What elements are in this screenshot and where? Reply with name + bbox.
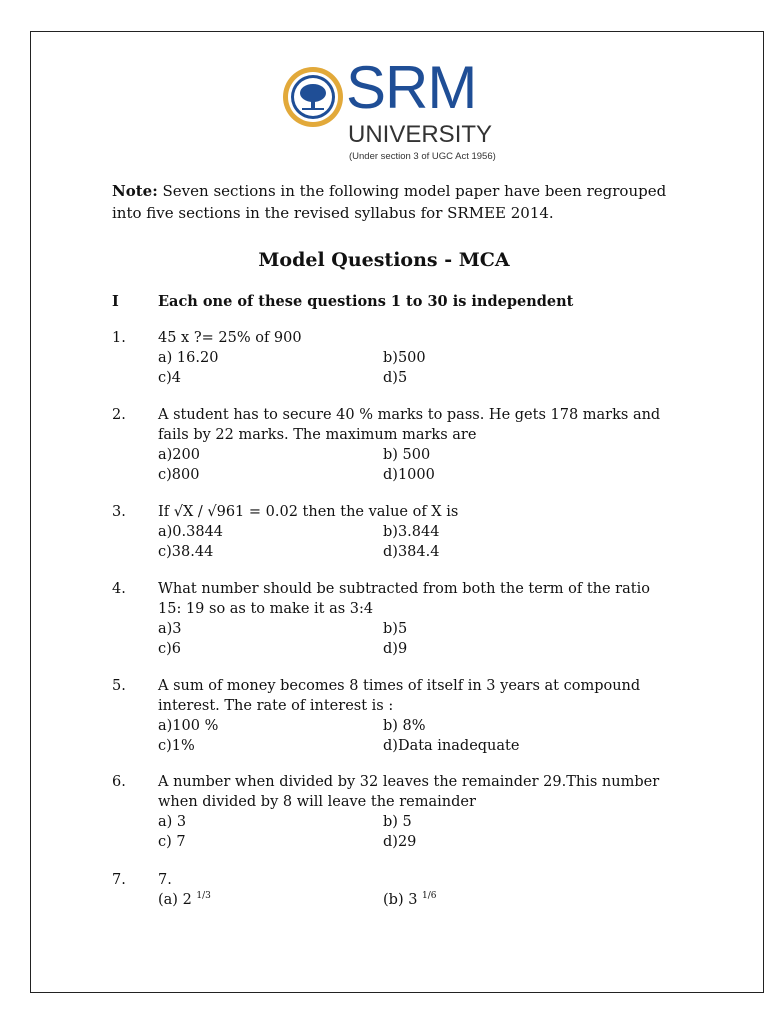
question-number: 2.: [112, 407, 126, 423]
option-a: a)3: [158, 621, 182, 637]
question-number: 6.: [112, 774, 126, 790]
question-options: [158, 445, 668, 485]
question-number: 3.: [112, 504, 126, 520]
question-text: A sum of money becomes 8 times of itself in 3 years at compound interest. The rate of interest is :: [158, 678, 641, 714]
option-b: b)3.844: [383, 524, 440, 540]
page-title: Model Questions - MCA: [258, 249, 510, 271]
question-text: A student has to secure 40 % marks to pass. He gets 178 marks and fails by 22 marks. The maximum marks are: [158, 407, 661, 443]
question-options: [158, 716, 668, 756]
option-a: a) 3: [158, 814, 187, 830]
option-b-prefix: (b) 3: [383, 892, 423, 908]
option-c: c)4: [158, 370, 182, 386]
question-text: A number when divided by 32 leaves the remainder 29.This number when divided by 8 will leave the remainder: [158, 774, 660, 810]
option-d: d)9: [383, 641, 408, 657]
question-number: 1.: [112, 330, 126, 346]
option-c: c) 7: [158, 834, 186, 850]
question-options: [158, 348, 668, 388]
option-d: d)384.4: [383, 544, 440, 560]
note-label: Note:: [112, 182, 158, 200]
question-options: [158, 619, 668, 659]
question-text: If √X / √961 = 0.02 then the value of X is: [158, 504, 459, 520]
option-d: d)Data inadequate: [383, 738, 520, 754]
question-text: 7.: [158, 872, 172, 888]
srm-logo: [282, 54, 496, 166]
option-c: c)38.44: [158, 544, 214, 560]
option-b: [383, 890, 583, 910]
brand-university: UNIVERSITY: [348, 121, 493, 148]
option-d: d)1000: [383, 467, 435, 483]
question-options: [158, 812, 668, 852]
question-number: 5.: [112, 678, 126, 694]
note-paragraph: [112, 180, 672, 224]
question-text: 45 x ?= 25% of 900: [158, 330, 302, 346]
brand-subtitle: (Under section 3 of UGC Act 1956): [349, 151, 496, 162]
question-options: [158, 890, 668, 910]
option-b: b)5: [383, 621, 408, 637]
option-b: b) 500: [383, 447, 431, 463]
option-a: a)200: [158, 447, 200, 463]
option-d: d)5: [383, 370, 408, 386]
option-a-prefix: (a) 2: [158, 892, 197, 908]
section-text: Each one of these questions 1 to 30 is independent: [158, 293, 574, 310]
brand-name: SRM: [346, 54, 477, 121]
question-number: 7.: [112, 872, 126, 888]
option-a: [158, 890, 383, 910]
option-a: a) 16.20: [158, 350, 219, 366]
university-seal-icon: [282, 66, 344, 128]
option-b: b) 8%: [383, 718, 426, 734]
option-c: c)6: [158, 641, 182, 657]
question-options: [158, 522, 668, 562]
question-number: 4.: [112, 581, 126, 597]
option-b-fraction: 1/6: [422, 891, 437, 902]
option-a: a)0.3844: [158, 524, 224, 540]
option-b: b)500: [383, 350, 426, 366]
option-b: b) 5: [383, 814, 412, 830]
note-text: Seven sections in the following model paper have been regrouped into five sections in the revised syllabus for SRMEE 2014.: [112, 182, 667, 222]
question-text: What number should be subtracted from both the term of the ratio 15: 19 so as to make it as 3:4: [158, 581, 650, 617]
option-c: c)1%: [158, 738, 195, 754]
option-c: c)800: [158, 467, 200, 483]
option-a: a)100 %: [158, 718, 219, 734]
option-d: d)29: [383, 834, 417, 850]
section-number: I: [112, 293, 119, 310]
option-a-fraction: 1/3: [196, 891, 211, 902]
